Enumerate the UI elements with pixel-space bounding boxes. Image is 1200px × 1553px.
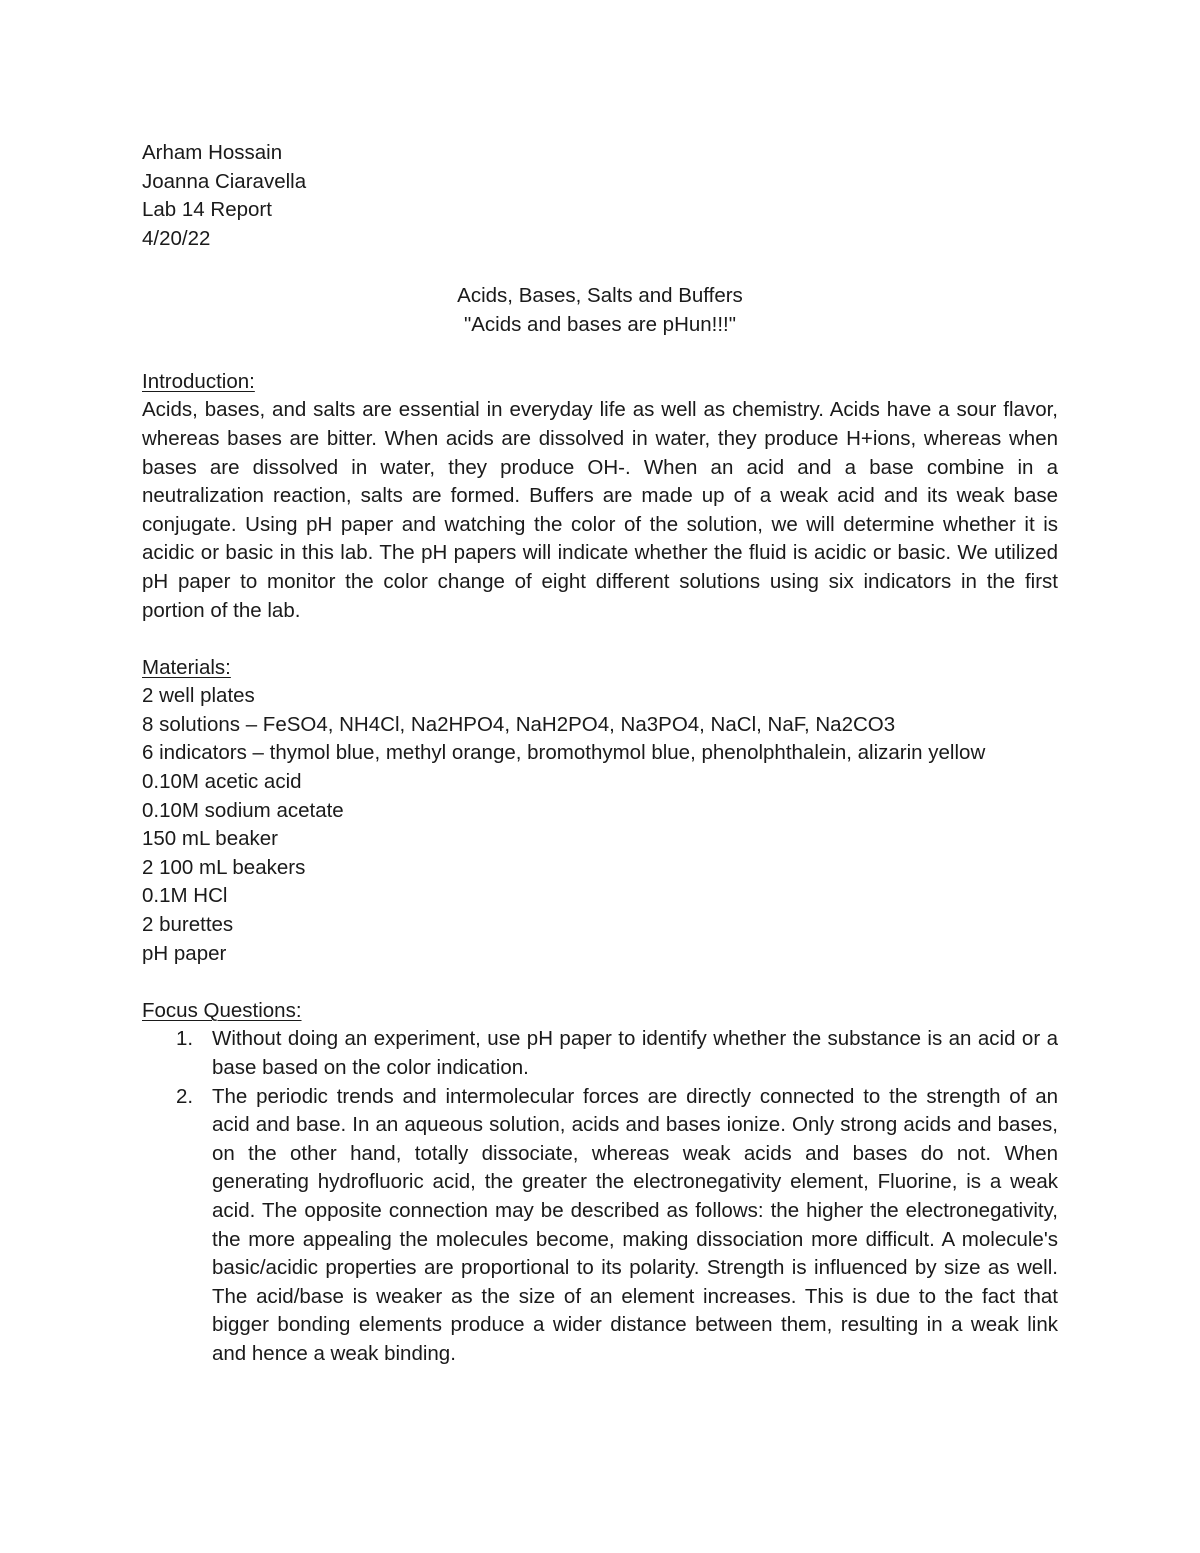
focus-question-item	[142, 1025, 1058, 1082]
materials-item: pH paper	[142, 941, 227, 965]
materials-item: 0.1M HCl	[142, 884, 228, 908]
materials-item: 2 well plates	[142, 684, 255, 708]
focus-question-text: Without doing an experiment, use pH paper to identify whether the substance is an acid or a base based on the color indication.	[212, 1027, 1058, 1079]
materials-item: 0.10M sodium acetate	[142, 798, 344, 822]
introduction-body: Acids, bases, and salts are essential in everyday life as well as chemistry. Acids have a sour flavor, whereas bases are bitter. When acids are dissolved in water, they produce H+ions, whereas when bases are dissolved in water, they produce OH-. When an acid and a base combine in a neutralization reaction, salts are formed. Buffers are made up of a weak acid and its weak base conjugate. Using pH paper and watching the color of the solution, we will determine whether it is acidic or basic in this lab. The pH papers will indicate whether the fluid is acidic or basic. We utilized pH paper to monitor the color change of eight different solutions using six indicators in the first portion of the lab.	[142, 398, 1058, 622]
report-date: 4/20/22	[142, 226, 211, 250]
materials-item: 6 indicators – thymol blue, methyl orange, bromothymol blue, phenolphthalein, alizarin yellow	[142, 741, 986, 765]
focus-question-number: 1.	[176, 1027, 194, 1051]
focus-questions-section	[142, 997, 1058, 1369]
document-title: Acids, Bases, Salts and Buffers	[457, 283, 743, 307]
document-header	[142, 139, 1058, 253]
materials-item: 8 solutions – FeSO4, NH4Cl, Na2HPO4, NaH2PO4, Na3PO4, NaCl, NaF, Na2CO3	[142, 712, 896, 736]
materials-item: 2 burettes	[142, 913, 234, 937]
focus-questions-heading: Focus Questions:	[142, 998, 302, 1022]
materials-item: 150 mL beaker	[142, 827, 278, 851]
materials-item: 0.10M acetic acid	[142, 770, 302, 794]
author-name-2: Joanna Ciaravella	[142, 169, 307, 193]
materials-section	[142, 654, 1058, 969]
introduction-heading: Introduction:	[142, 369, 255, 393]
materials-item: 2 100 mL beakers	[142, 855, 306, 879]
focus-question-item	[142, 1083, 1058, 1369]
focus-questions-list	[142, 1025, 1058, 1368]
introduction-section	[142, 368, 1058, 625]
report-label: Lab 14 Report	[142, 198, 272, 222]
author-name-1: Arham Hossain	[142, 141, 283, 164]
materials-list	[142, 682, 1058, 968]
focus-question-number: 2.	[176, 1084, 194, 1108]
materials-heading: Materials:	[142, 655, 231, 679]
title-block	[142, 282, 1058, 339]
document-subtitle: "Acids and bases are pHun!!!"	[463, 312, 737, 336]
focus-question-text: The periodic trends and intermolecular forces are directly connected to the strength of an acid and base. In an aqueous solution, acids and bases ionize. Only strong acids and bases, on the other hand, totally dissociate, whereas weak acids and bases do not. When generating hydrofluoric acid, the greater the electronegativity element, Fluorine, is a weak acid. The opposite connection may be described as follows: the higher the electronegativity, the more appealing the molecules become, making dissociation more difficult. A molecule's basic/acidic properties are proportional to its polarity. Strength is influenced by size as well. The acid/base is weaker as the size of an element increases. This is due to the fact that bigger bonding elements produce a wider distance between them, resulting in a weak link and hence a weak binding.	[212, 1084, 1058, 1365]
